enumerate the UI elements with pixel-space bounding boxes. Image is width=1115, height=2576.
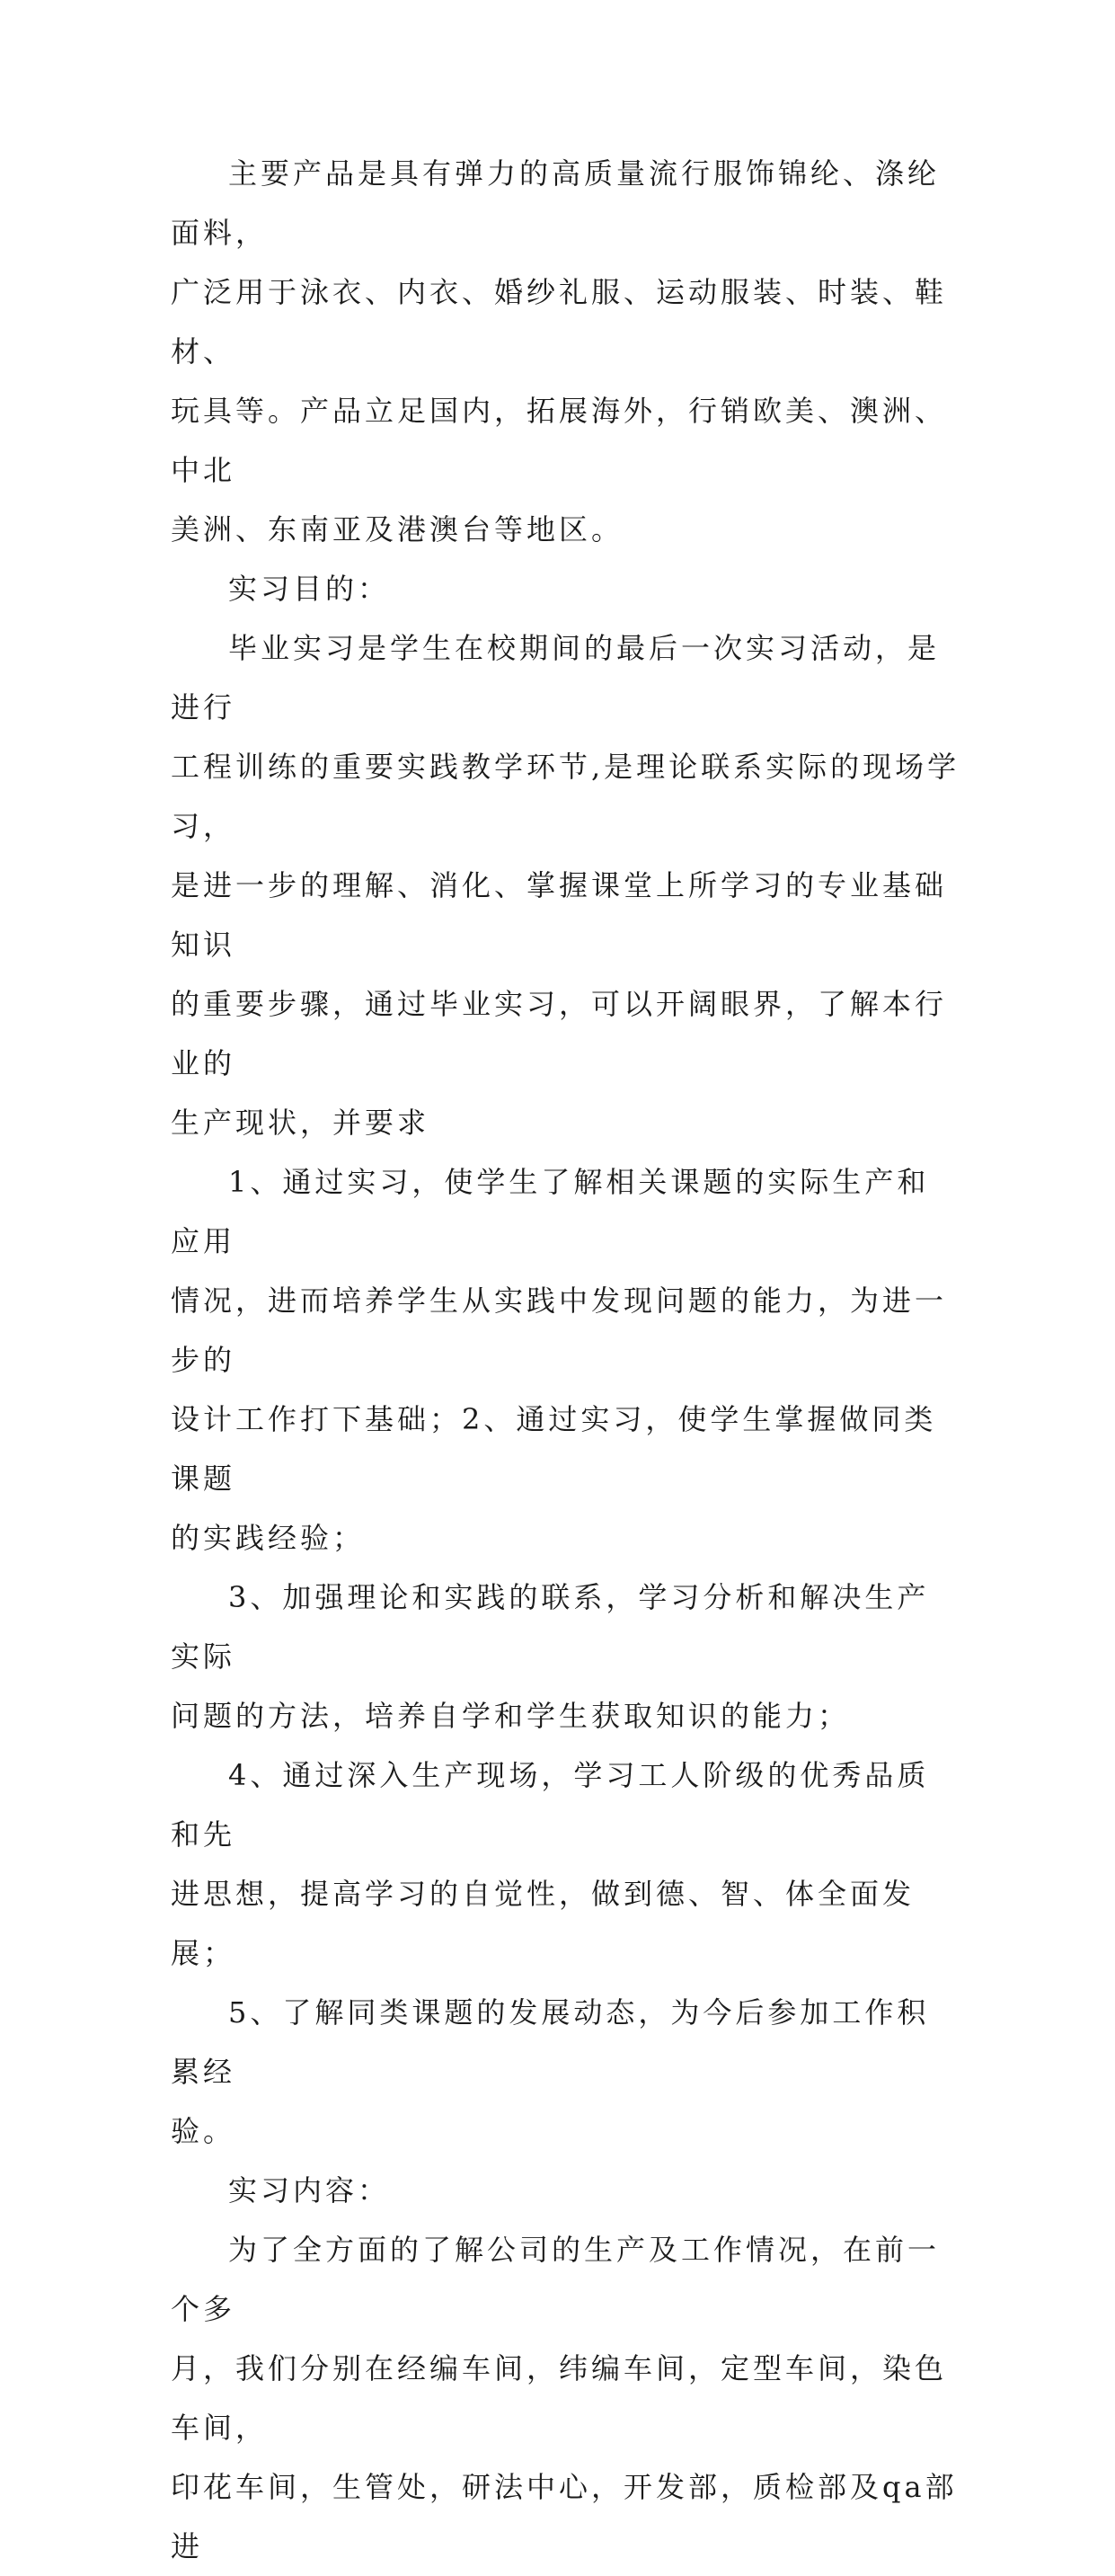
paragraph-purpose: 毕业实习是学生在校期间的最后一次实习活动，是进行 工程训练的重要实践教学环节,是理论联系实际的现场学习， 是进一步的理解、消化、掌握课堂上所学习的专业基础知识 的重要步骤，通过毕业实习，可以开阔眼界，了解本行业的 生产现状，并要求 [171, 631, 960, 1140]
list-item-3: 3、加强理论和实践的联系，学习分析和解决生产实际 问题的方法，培养自学和学生获取知识的能力； [171, 1580, 930, 1733]
list-item-1: 1、通过实习，使学生了解相关课题的实际生产和应用 情况，进而培养学生从实践中发现问题的能力，为进一步的 设计工作打下基础；2、通过实习，使学生掌握做同类课题 的实践经验； [171, 1165, 948, 1555]
heading-internship-purpose: 实习目的： [228, 572, 391, 606]
paragraph-products: 主要产品是具有弹力的高质量流行服饰锦纶、涤纶面料， 广泛用于泳衣、内衣、婚纱礼服、运动服装、时装、鞋材、 玩具等。产品立足国内，拓展海外，行销欧美、澳洲、中北 美洲、东南亚及港澳台等地区。 [171, 156, 948, 546]
heading-internship-content: 实习内容： [228, 2173, 391, 2207]
list-item-5: 5、了解同类课题的发展动态，为今后参加工作积累经 验。 [171, 1995, 930, 2148]
document-body [171, 144, 961, 2576]
paragraph-content: 为了全方面的了解公司的生产及工作情况，在前一个多 月，我们分别在经编车间，纬编车间，定型车间，染色车间， 印花车间，生管处，研法中心，开发部，质检部及qa部进 [171, 2233, 958, 2563]
list-item-4: 4、通过深入生产现场，学习工人阶级的优秀品质和先 进思想，提高学习的自觉性，做到德、智、体全面发展； [171, 1758, 930, 1970]
